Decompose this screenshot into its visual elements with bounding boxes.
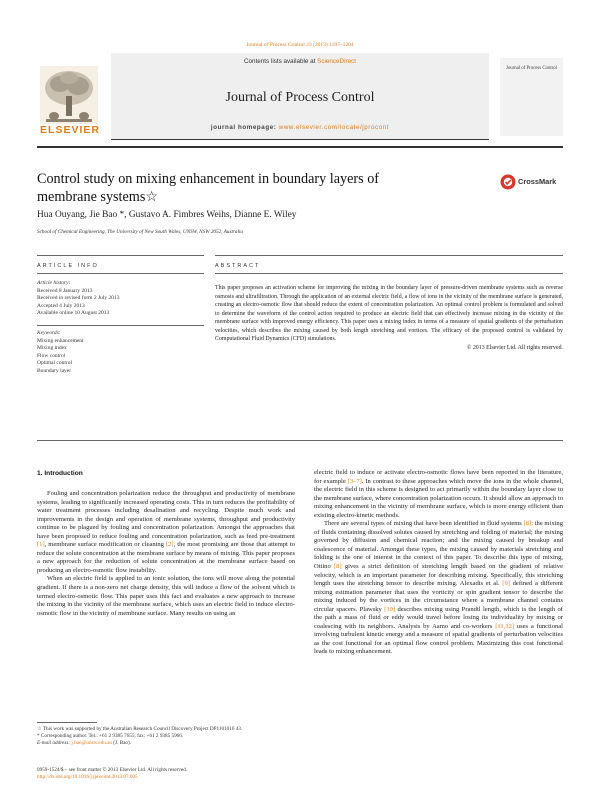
citation-link[interactable]: [8] (523, 520, 532, 528)
homepage-label: journal homepage: (210, 124, 277, 131)
article-info-heading: ARTICLE INFO (37, 263, 99, 269)
section-heading-introduction: 1. Introduction (37, 470, 83, 477)
email-link[interactable]: j.bao@unsw.edu.au (71, 740, 112, 747)
keywords-rule (37, 325, 204, 326)
text-run: uses a functional involving turbulent kinetic energy and a measure of spatial gradients of perturbation velocities as the cost functional for an optimal flow control problem. Maximizing this cost functional leads to mixing enhancement. (314, 622, 564, 656)
text-run: There are several types of mixing that have been identified in fluid systems (324, 520, 524, 528)
citation-link[interactable]: [1] (37, 541, 45, 549)
text-run: , the most promising are those that attempt to reduce the solute concentration at the membrane surface by means of mixing. This paper proposes a new approach for the reduction of solute concentration at the membrane surface based on producing an electro-osmotic flow instability. (37, 541, 295, 574)
cover-title: Journal of Process Control (505, 66, 558, 71)
text-run: electric field to induce or activate electro-osmotic flows have been reported in the literature, for example (314, 469, 563, 485)
email-label: E-mail address: (37, 740, 71, 747)
footnotes (37, 726, 295, 748)
abstract-rule-top (215, 255, 563, 256)
crossmark-icon (500, 174, 516, 190)
article-title: Control study on mixing enhancement in boundary layers of membrane systems☆ (37, 171, 380, 205)
elsevier-tree-logo (40, 66, 98, 124)
abstract-rule (215, 273, 563, 274)
history-received: Received 8 January 2013 (37, 287, 93, 294)
journal-reference: Journal of Process Control 23 (2013) 1197–1204 (246, 42, 354, 48)
publisher-wordmark: ELSEVIER (40, 124, 100, 136)
text-run: describes mixing using Prandtl length, which is the length of the path a mass of fluid or eddy would travel before losing its individuality by mixing or coalescing with its neighbors. Analysis by Aamo and co-workers (314, 605, 563, 630)
citation-link[interactable]: [11,12] (495, 622, 515, 630)
text-run: . In contrast to these approaches which move the ions in the whole channel, the electric field in this scheme is designed to act primarily within the boundary layer close to the membrane surface, where concentration polarization occurs. It should allow an approach to mixing enhancement in the vicinity of membrane surface, which is more energy efficient than existing electro-kinetic methods. (314, 477, 563, 519)
left-column (37, 490, 295, 618)
abstract-paragraph: This paper proposes an activation scheme for improving the mixing in the boundary layer of pressure-driven membrane systems such as reverse osmosis and ultrafiltration. Through the application of an external electric field, a flow of ions in the vicinity of the membrane surface is generated, creating an electro-osmotic flow that should reduce the extent of concentration polarization. An optimal control problem is formulated and solved to determine the waveform of the control action required to produce an electric field that can effectively increase mixing in the vicinity of the membrane surface with improved energy efficiency. This paper uses a mixing index in terms of a measure of spatial gradients of the perturbation velocities, which describes the mixing caused by both length stretching and vortices. The efficacy of the proposed control is validated by Computational Fluid Dynamics (CFD) simulations. (215, 285, 563, 343)
abstract-bottom-rule (37, 440, 563, 441)
text-run: , membrane surface modification or cleaning (44, 541, 166, 549)
article-info-rule-top (37, 255, 204, 256)
journal-cover-thumbnail (500, 58, 563, 136)
citation-link[interactable]: [2] (165, 541, 174, 549)
article-authors: Hua Ouyang, Jie Bao *, Gustavo A. Fimbres Weihs, Dianne E. Wiley (37, 210, 297, 220)
article-info-rule (37, 273, 204, 274)
contents-prefix: Contents lists available at (243, 58, 316, 65)
email-suffix: (J. Bao). (113, 740, 132, 747)
intro-paragraph-4 (314, 520, 563, 657)
sciencedirect-link[interactable]: ScienceDirect (317, 58, 356, 65)
corresponding-author-footnote: * Corresponding author. Tel.: +61 2 9385 7655; fax: +61 2 9385 5966. (37, 733, 184, 740)
journal-title: Journal of Process Control (225, 90, 375, 105)
keywords-label: Keywords: (37, 330, 61, 336)
doi-link[interactable]: http://dx.doi.org/10.1016/j.jprocont.2013.07.005 (37, 774, 138, 781)
intro-paragraph-3 (314, 469, 563, 520)
issn-block (37, 767, 337, 781)
text-run: defined a different mixing estimation parameter that uses the vorticity or spin gradient tensor to describe the mixing induced by the vortices in the circumstance where a membrane channel contains circular spacers. Plawsky (314, 580, 564, 613)
keywords-block (37, 330, 204, 376)
text-run: : the mixing of fluids containing dissolved solutes caused by stretching and folding of material; the mixing governed by diffusion and chemical reaction; and the mixing caused by breakup and coalescence of material. Amongst these types, the mixing caused by materials stretching and folding is the one of interest in the context of this paper. To describe this type of mixing, Ottino (314, 520, 563, 571)
keyword-item: Flow control (37, 352, 66, 359)
abstract-body (215, 284, 563, 352)
history-online: Available online 10 August 2013 (37, 310, 110, 317)
homepage-url[interactable]: www.elsevier.com/locate/jprocont (278, 124, 390, 131)
right-column (314, 469, 563, 657)
history-revised: Received in revised form 2 July 2013 (37, 295, 120, 302)
journal-homepage (111, 124, 489, 131)
funding-footnote: ☆ This work was supported by the Australian Research Council Discovery Project DP1101016 43. (37, 726, 243, 732)
intro-paragraph-1 (37, 490, 295, 575)
history-label: Article history: (37, 280, 71, 286)
keyword-item: Optimal control (37, 360, 72, 367)
abstract-heading: ABSTRACT (215, 263, 261, 269)
abstract-copyright: © 2013 Elsevier Ltd. All rights reserved. (466, 344, 563, 351)
header-rule (37, 146, 563, 148)
keyword-item: Boundary layer (37, 367, 72, 374)
author-affiliation: School of Chemical Engineering, The University of New South Wales, UNSW, NSW 2052, Australia (37, 229, 244, 235)
text-run: Fouling and concentration polarization reduce the throughput and productivity of membrane systems, leading to significantly increased operating costs. This in turn reduces the profitability of water treatment processes including desalination and recycling. Despite much work and improvements in the design and operation of membrane systems, throughput and productivity continue to be plagued by fouling and concentration polarization. Amongst the approaches that have been proposed to reduce fouling and concentration polarization, such as feed pre-treatment (37, 490, 295, 540)
keyword-item: Mixing enhancement (37, 337, 84, 344)
crossmark-label: CrossMark (518, 177, 557, 186)
citation-link[interactable]: [10] (384, 605, 396, 613)
contents-line (111, 58, 489, 65)
intro-paragraph-2: When an electric field is applied to an ionic solution, the ions will move along the potential gradient. If there is a non-zero net charge density, this will induce a flow of the solvent which is termed electro-osmotic flow. This paper uses this fact and evaluates a new approach to increase the mixing in the vicinity of the membrane surface, which uses an electric field to induce electro-osmotic flow in the vicinity of membrane surface. Many results on using an (37, 575, 295, 617)
history-accepted: Accepted 4 July 2013 (37, 302, 85, 309)
citation-link[interactable]: [8] (334, 563, 342, 571)
citation-link[interactable]: [9] (502, 580, 510, 588)
citation-link[interactable]: [3–7] (347, 477, 362, 485)
article-history (37, 280, 204, 318)
issn-line: 0959-1524/$ – see front matter © 2013 Elsevier Ltd. All rights reserved. (37, 767, 188, 773)
crossmark-badge[interactable] (500, 174, 562, 190)
keyword-item: Mixing index (37, 345, 67, 352)
footnote-rule (37, 722, 97, 723)
email-footnote (37, 740, 295, 747)
text-run: gives a strict definition of stretching length based on the gradient of relative velocity, which is an important parameter for describing mixing. Specifically, this stretching length uses the stretching tensor to describe mixing. Alexadis et al. (314, 563, 563, 588)
